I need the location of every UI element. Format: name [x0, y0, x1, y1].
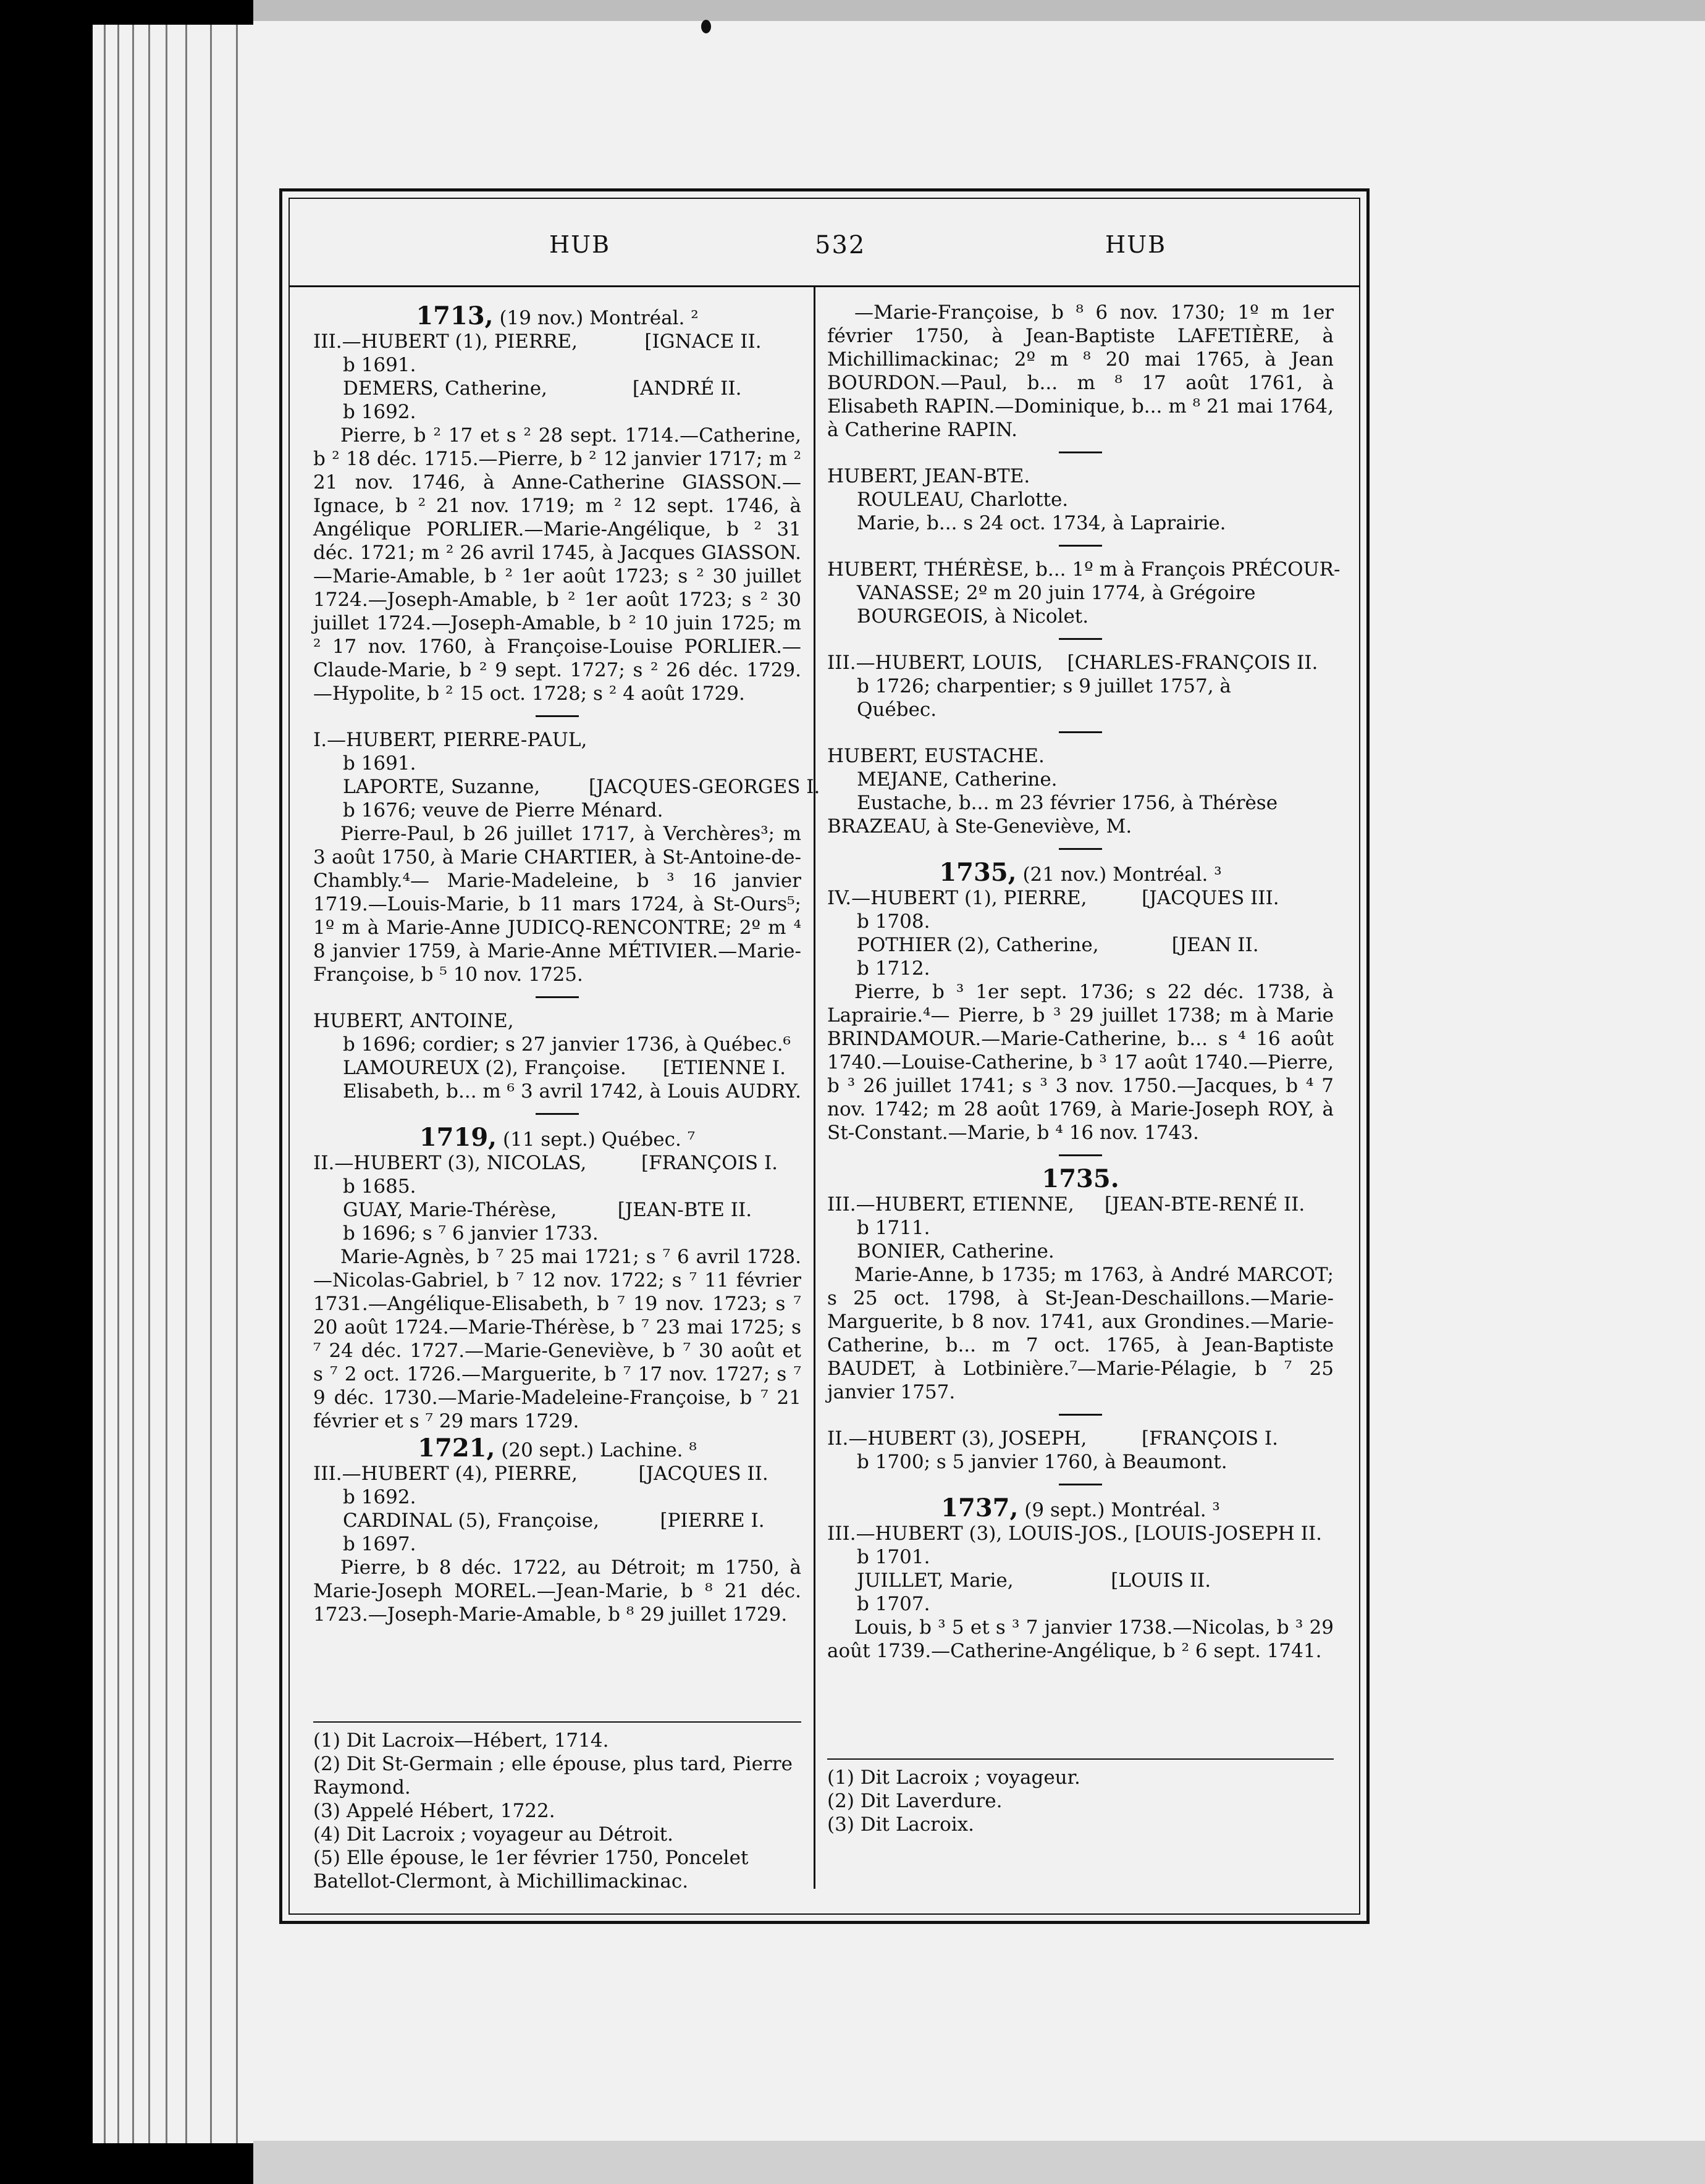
genealogy-line: b 1726; charpentier; s 9 juillet 1757, à — [857, 675, 1231, 697]
entry-separator — [536, 715, 579, 717]
entry-separator — [1059, 545, 1102, 547]
entry-separator — [1059, 731, 1102, 733]
genealogy-line: b 1696; s ⁷ 6 janvier 1733. — [343, 1222, 599, 1245]
marriage-place: (20 sept.) Lachine. ⁸ — [495, 1439, 697, 1461]
footnote: (1) Dit Lacroix ; voyageur. — [827, 1766, 1080, 1789]
genealogy-line: HUBERT, THÉRÈSE, b... 1º m à François PRÉCOUR- — [827, 558, 1341, 581]
genealogy-line: III.—HUBERT, ETIENNE, [JEAN-BTE-RENÉ II. — [827, 1193, 1305, 1216]
header-left: HUB — [549, 231, 611, 258]
genealogy-line: b 1700; s 5 janvier 1760, à Beaumont. — [857, 1451, 1227, 1473]
genealogy-line: b 1697. — [343, 1533, 416, 1555]
genealogy-line: II.—HUBERT (3), JOSEPH, [FRANÇOIS I. — [827, 1427, 1279, 1450]
genealogy-line: POTHIER (2), Catherine, [JEAN II. — [857, 934, 1259, 956]
page-number: 532 — [815, 231, 866, 259]
marriage-heading — [313, 301, 801, 330]
genealogy-line: BOURGEOIS, à Nicolet. — [857, 605, 1089, 628]
printed-frame — [279, 188, 1370, 1924]
genealogy-line: III.—HUBERT (1), PIERRE, [IGNACE II. — [313, 330, 762, 353]
header-right: HUB — [1105, 231, 1167, 258]
genealogy-line: JUILLET, Marie, [LOUIS II. — [857, 1569, 1211, 1592]
marriage-heading — [313, 1434, 801, 1463]
genealogy-line: III.—HUBERT, LOUIS, [CHARLES-FRANÇOIS II. — [827, 652, 1318, 674]
marriage-heading — [827, 858, 1334, 887]
genealogy-line: VANASSE; 2º m 20 juin 1774, à Grégoire — [857, 582, 1256, 604]
page-header — [290, 199, 1359, 287]
genealogy-line: Eustache, b... m 23 février 1756, à Thérèse — [857, 792, 1278, 814]
genealogy-line: BONIER, Catherine. — [857, 1240, 1055, 1262]
children-paragraph: Pierre, b ² 17 et s ² 28 sept. 1714.—Catherine, b ² 18 déc. 1715.—Pierre, b ² 12 janvier 1717; m ² 21 nov. 1746, à Anne-Catherine GIASSON.—Ignace, b ² 21 nov. 1719; m ² 12 sept. 1746, à Angélique PORLIER.—Marie-Angélique, b ² 31 déc. 1721; m ² 26 avril 1745, à Jacques GIASSON.—Marie-Amable, b ² 1er août 1723; s ² 30 juillet 1724.—Joseph-Amable, b ² 1er août 1723; s ² 30 juillet 1724.—Joseph-Amable, b ² 10 juin 1725; m ² 17 nov. 1760, à Françoise-Louise PORLIER.—Claude-Marie, b ² 9 sept. 1727; s ² 26 déc. 1729.—Hypolite, b ² 15 oct. 1728; s ² 4 août 1729. — [313, 424, 801, 705]
footnote: (4) Dit Lacroix ; voyageur au Détroit. — [313, 1823, 673, 1846]
entry-separator — [1059, 1414, 1102, 1416]
genealogy-line: GUAY, Marie-Thérèse, [JEAN-BTE II. — [343, 1199, 752, 1221]
footnote: (2) Dit Laverdure. — [827, 1790, 1003, 1812]
footnote: (2) Dit St-Germain ; elle épouse, plus tard, Pierre Raymond. — [313, 1753, 793, 1799]
genealogy-line: b 1692. — [343, 401, 416, 423]
left-column — [313, 301, 820, 1626]
genealogy-line: b 1676; veuve de Pierre Ménard. — [343, 799, 663, 821]
marriage-year: 1735, — [939, 858, 1017, 887]
marriage-heading — [827, 1493, 1334, 1522]
children-paragraph: Pierre-Paul, b 26 juillet 1717, à Verchères³; m 3 août 1750, à Marie CHARTIER, à St-Antoine-de-Chambly.⁴— Marie-Madeleine, b ³ 16 janvier 1719.—Louis-Marie, b 11 mars 1724, à St-Ours⁵; 1º m à Marie-Anne JUDICQ-RENCONTRE; 2º m ⁴ 8 janvier 1759, à Marie-Anne MÉTIVIER.—Marie-Françoise, b ⁵ 10 nov. 1725. — [313, 823, 801, 986]
entry-separator — [1059, 638, 1102, 640]
marriage-place: (9 sept.) Montréal. ³ — [1018, 1499, 1220, 1521]
children-paragraph: Marie-Anne, b 1735; m 1763, à André MARCOT; s 25 oct. 1798, à St-Jean-Deschaillons.—Marie-Marguerite, b 8 nov. 1741, aux Grondines.—Marie-Catherine, b... m 7 oct. 1765, à Jean-Baptiste BAUDET, à Lotbinière.⁷—Marie-Pélagie, b ⁷ 25 janvier 1757. — [827, 1264, 1334, 1403]
marriage-year: 1713, — [416, 301, 494, 330]
left-footnotes — [313, 1721, 801, 1893]
marriage-place: (21 nov.) Montréal. ³ — [1016, 863, 1222, 886]
book-page-edges — [93, 25, 253, 2143]
children-paragraph: Pierre, b ³ 1er sept. 1736; s 22 déc. 1738, à Laprairie.⁴— Pierre, b ³ 29 juillet 1738; m à Marie BRINDAMOUR.—Marie-Catherine, b... s ⁴ 16 août 1740.—Louise-Catherine, b ³ 17 août 1740.—Pierre, b ³ 26 juillet 1741; s ³ 3 nov. 1750.—Jacques, b ⁴ 7 nov. 1742; m 28 août 1769, à Marie-Joseph ROY, à St-Constant.—Marie, b ⁴ 16 nov. 1743. — [827, 981, 1334, 1144]
footnote: (1) Dit Lacroix—Hébert, 1714. — [313, 1729, 609, 1752]
genealogy-line: b 1708. — [857, 910, 930, 933]
genealogy-line: HUBERT, EUSTACHE. — [827, 745, 1045, 767]
genealogy-line: I.—HUBERT, PIERRE-PAUL, — [313, 729, 587, 751]
footnote-rule — [827, 1758, 1334, 1760]
right-column — [827, 301, 1341, 1663]
genealogy-line: b 1707. — [857, 1593, 930, 1615]
marriage-year: 1737, — [941, 1493, 1019, 1522]
genealogy-line: b 1685. — [343, 1175, 416, 1198]
entry-separator — [1059, 452, 1102, 453]
genealogy-line: b 1691. — [343, 354, 416, 376]
children-paragraph: —Marie-Françoise, b ⁸ 6 nov. 1730; 1º m 1er février 1750, à Jean-Baptiste LAFETIÈRE, à Michillimackinac; 2º m ⁸ 20 mai 1765, à Jean BOURDON.—Paul, b... m ⁸ 17 août 1761, à Elisabeth RAPIN.—Dominique, b... m ⁸ 21 mai 1764, à Catherine RAPIN. — [827, 301, 1334, 441]
genealogy-line: b 1712. — [857, 957, 930, 980]
genealogy-line: DEMERS, Catherine, [ANDRÉ II. — [343, 377, 742, 400]
genealogy-line: LAPORTE, Suzanne, [JACQUES-GEORGES I. — [343, 776, 820, 798]
marriage-year: 1719, — [419, 1123, 497, 1152]
genealogy-line: b 1692. — [343, 1486, 416, 1508]
genealogy-line: Québec. — [857, 699, 937, 721]
genealogy-line: HUBERT, JEAN-BTE. — [827, 465, 1030, 487]
marriage-place: (19 nov.) Montréal. ² — [493, 307, 699, 329]
entry-separator — [1059, 1484, 1102, 1485]
marriage-year: 1735. — [1042, 1164, 1119, 1193]
genealogy-line: BRAZEAU, à Ste-Geneviève, M. — [827, 815, 1132, 838]
genealogy-line: III.—HUBERT (3), LOUIS-JOS., [LOUIS-JOSEPH II. — [827, 1522, 1322, 1545]
genealogy-line: b 1696; cordier; s 27 janvier 1736, à Québec.⁶ — [343, 1033, 791, 1056]
genealogy-line: HUBERT, ANTOINE, — [313, 1010, 514, 1032]
right-footnotes — [827, 1758, 1334, 1836]
marriage-year: 1721, — [418, 1434, 495, 1463]
footnote-rule — [313, 1721, 801, 1723]
entry-separator — [536, 996, 579, 998]
footnote: (3) Appelé Hébert, 1722. — [313, 1800, 555, 1822]
children-paragraph: Marie-Agnès, b ⁷ 25 mai 1721; s ⁷ 6 avril 1728.—Nicolas-Gabriel, b ⁷ 12 nov. 1722; s ⁷ 11 février 1731.—Angélique-Elisabeth, b ⁷ 19 nov. 1723; s ⁷ 20 août 1724.—Marie-Thérèse, b ⁷ 23 mai 1725; s ⁷ 24 déc. 1727.—Marie-Geneviève, b ⁷ 30 août et s ⁷ 2 oct. 1726.—Marguerite, b ⁷ 17 nov. 1727; s ⁷ 9 déc. 1730.—Marie-Madeleine-Françoise, b ⁷ 21 février et s ⁷ 29 mars 1729. — [313, 1246, 801, 1432]
marriage-heading — [313, 1123, 801, 1152]
genealogy-line: CARDINAL (5), Françoise, [PIERRE I. — [343, 1510, 765, 1532]
children-paragraph: Louis, b ³ 5 et s ³ 7 janvier 1738.—Nicolas, b ³ 29 août 1739.—Catherine-Angélique, b ² 6 sept. 1741. — [827, 1616, 1334, 1662]
marriage-place: (11 sept.) Québec. ⁷ — [497, 1128, 696, 1151]
genealogy-line: IV.—HUBERT (1), PIERRE, [JACQUES III. — [827, 887, 1279, 909]
genealogy-line: III.—HUBERT (4), PIERRE, [JACQUES II. — [313, 1463, 768, 1485]
footnote: (5) Elle épouse, le 1er février 1750, Poncelet Batellot-Clermont, à Michillimackinac. — [313, 1847, 749, 1892]
column-divider — [814, 285, 815, 1889]
ink-dot — [701, 20, 711, 33]
entry-separator — [536, 1113, 579, 1115]
footnote: (3) Dit Lacroix. — [827, 1813, 975, 1836]
entry-separator — [1059, 1154, 1102, 1156]
genealogy-line: ROULEAU, Charlotte. — [857, 489, 1069, 511]
children-paragraph: Pierre, b 8 déc. 1722, au Détroit; m 1750, à Marie-Joseph MOREL.—Jean-Marie, b ⁸ 21 déc. 1723.—Joseph-Marie-Amable, b ⁸ 29 juillet 1729. — [313, 1556, 801, 1626]
genealogy-line: b 1691. — [343, 752, 416, 775]
genealogy-line: Elisabeth, b... m ⁶ 3 avril 1742, à Louis AUDRY. — [343, 1080, 801, 1102]
genealogy-line: b 1711. — [857, 1217, 930, 1239]
entry-separator — [1059, 848, 1102, 850]
genealogy-line: b 1701. — [857, 1546, 930, 1568]
marriage-heading — [827, 1164, 1334, 1193]
genealogy-line: MEJANE, Catherine. — [857, 768, 1058, 791]
genealogy-line: II.—HUBERT (3), NICOLAS, [FRANÇOIS I. — [313, 1152, 778, 1174]
genealogy-line: Marie, b... s 24 oct. 1734, à Laprairie. — [857, 512, 1226, 534]
genealogy-line: LAMOUREUX (2), Françoise. [ETIENNE I. — [343, 1057, 786, 1079]
